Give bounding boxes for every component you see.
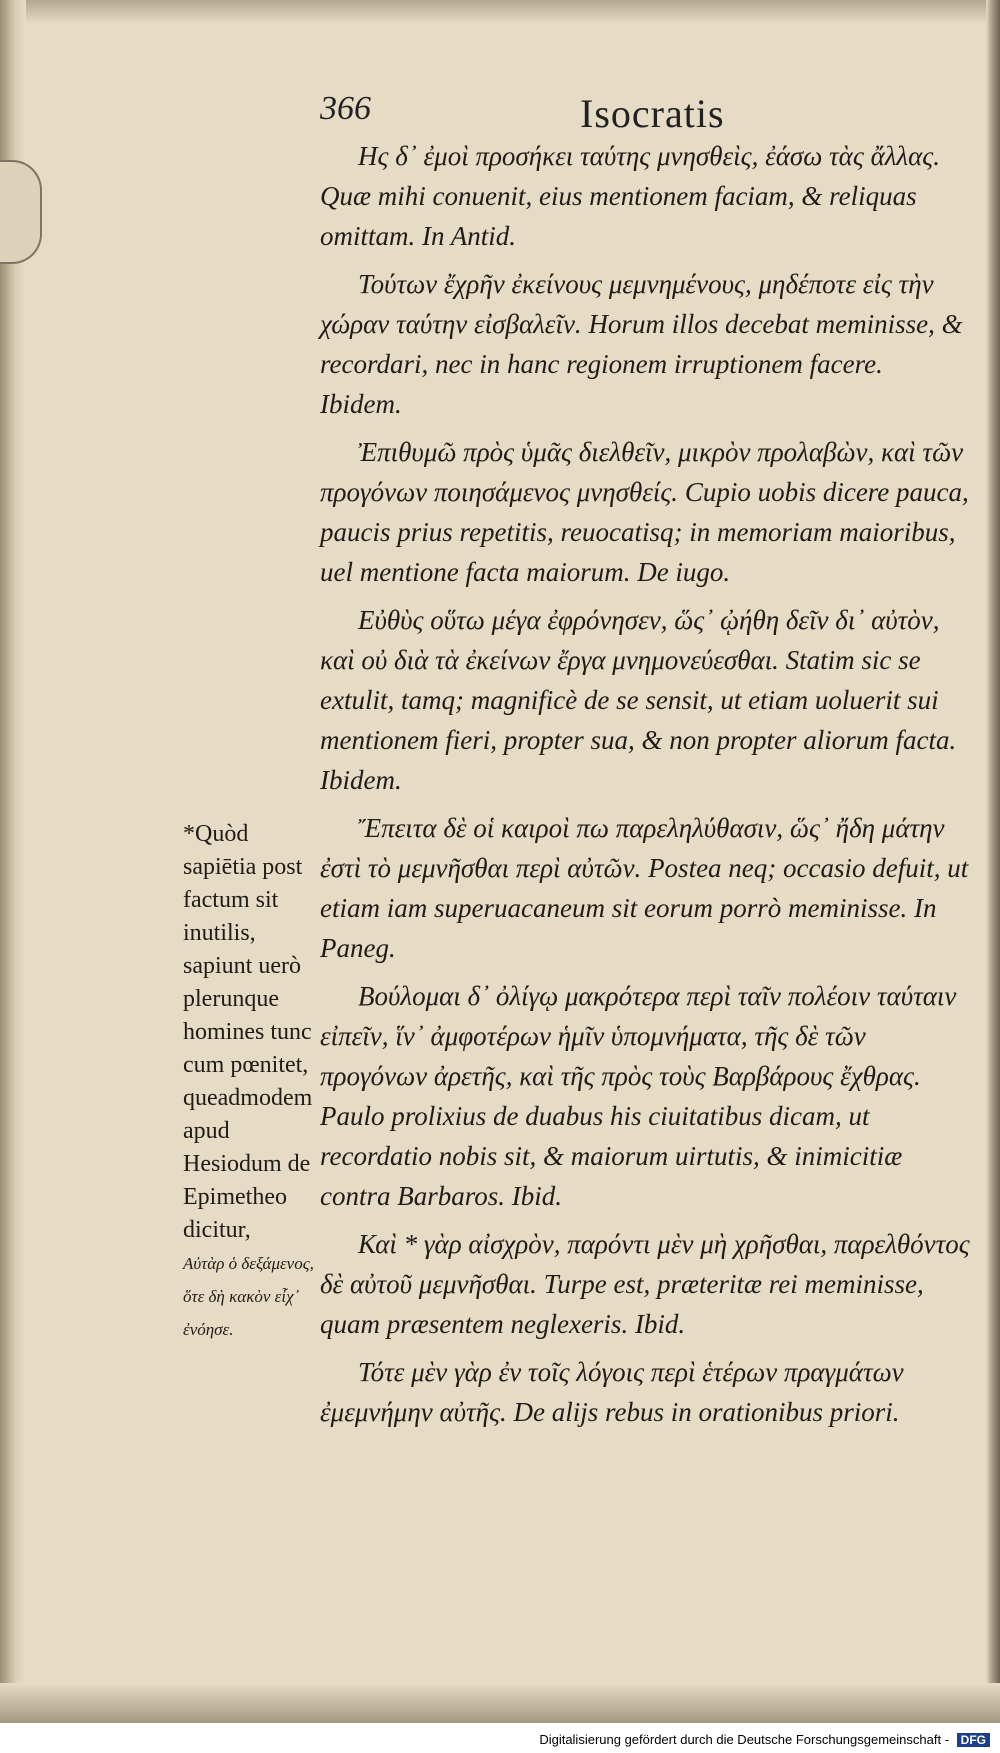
entry-latin: Quæ mihi conuenit, eius mentionem faciam, & reliquas omittam. In Antid. bbox=[320, 181, 917, 251]
entry-greek: Καὶ * γὰρ αἰσχρὸν, παρόντι μὲν μὴ χρῆσθαι, παρελθόντος δὲ αὐτοῦ μεμνῆσθαι. bbox=[320, 1229, 970, 1299]
entry-greek: Ἔπειτα δὲ οἱ καιροὶ πω παρεληλύθασιν, ὥς᾽ ἤδη μάτην ἐστὶ τὸ μεμνῆσθαι περὶ αὐτῶν. bbox=[320, 813, 945, 883]
margin-note-greek: Αὐτὰρ ὁ δεξάμενος, ὅτε δὴ κακὸν εἶχ᾽ ἐνόησε. bbox=[183, 1254, 314, 1339]
entry bbox=[320, 600, 970, 800]
page-number: 366 bbox=[320, 90, 371, 127]
margin-note-latin: *Quòd sapiētia post factum sit inutilis, sapiunt uerò plerunque homines tunc cum pœnitet, queadmodem apud Hesiodum de Epimetheo dicitur, bbox=[183, 821, 313, 1243]
entry bbox=[320, 432, 970, 592]
entry-latin: Horum illos decebat meminisse, & recordari, nec in hanc regionem irruptionem facere. Ibidem. bbox=[320, 309, 963, 419]
entry-latin: De alijs rebus in orationibus priori. bbox=[513, 1397, 900, 1427]
footer-credit-text: Digitalisierung gefördert durch die Deutsche Forschungsgemeinschaft - bbox=[539, 1732, 950, 1747]
entry-greek: Ἐπιθυμῶ πρὸς ὑμᾶς διελθεῖν, μικρὸν προλαβὼν, καὶ τῶν προγόνων ποιησάμενος μνησθείς. bbox=[320, 437, 964, 507]
page-bottom-edge bbox=[0, 1683, 1000, 1723]
page-top-edge bbox=[0, 0, 1000, 24]
entry-latin: Statim sic se extulit, tamq; magnificè de se sensit, ut etiam uoluerit sui mentionem fieri, propter sua, & non propter aliorum facta. Ibidem. bbox=[320, 645, 957, 795]
dfg-logo: DFG bbox=[957, 1733, 990, 1747]
entry-greek: Βούλομαι δ᾽ ὀλίγῳ μακρότερα περὶ ταῖν πολέοιν ταύταιν εἰπεῖν, ἵν᾽ ἀμφοτέρων ἡμῖν ὑπομνήματα, τῆς δὲ τῶν προγόνων ἀρετῆς, καὶ τῆς πρὸς τοὺς Βαρβάρους ἔχθρας. bbox=[320, 981, 957, 1091]
entry-greek: Τότε μὲν γὰρ ἐν τοῖς λόγοις περὶ ἑτέρων πραγμάτων ἐμεμνήμην αὐτῆς. bbox=[320, 1357, 904, 1427]
entry-latin: Paulo prolixius de duabus his ciuitatibus dicam, ut recordatio nobis sit, & maiorum uirtutis, & inimicitiæ contra Barbaros. Ibid. bbox=[320, 1101, 903, 1211]
page-header bbox=[320, 90, 960, 140]
entry bbox=[320, 136, 970, 256]
page-fore-edge bbox=[986, 0, 1000, 1753]
entry bbox=[320, 1224, 970, 1344]
footer-bar bbox=[0, 1723, 1000, 1753]
entry bbox=[320, 976, 970, 1216]
entry bbox=[320, 1352, 970, 1432]
running-head: Isocratis bbox=[580, 91, 725, 136]
entry-greek: Τούτων ἔχρῆν ἐκείνους μεμνημένους, μηδέποτε εἰς τὴν χώραν ταύτην εἰσβαλεῖν. bbox=[320, 269, 934, 339]
footer-credit bbox=[539, 1732, 990, 1747]
entry-greek: Εὐθὺς οὕτω μέγα ἐφρόνησεν, ὥς᾽ ᾠήθη δεῖν δι᾽ αὐτὸν, καὶ οὐ διὰ τὰ ἐκείνων ἔργα μνημονεύεσθαι. bbox=[320, 605, 940, 675]
entry bbox=[320, 264, 970, 424]
entry-latin: Turpe est, præteritæ rei meminisse, quam præsentem neglexeris. Ibid. bbox=[320, 1269, 924, 1339]
entry-latin: Postea neq; occasio defuit, ut etiam iam superuacaneum sit eorum porrò meminisse. In Paneg. bbox=[320, 853, 969, 963]
entry-greek: Ης δ᾽ ἐμοὶ προσήκει ταύτης μνησθεὶς, ἐάσω τὰς ἄλλας. bbox=[358, 141, 941, 171]
page-tab-marker bbox=[0, 160, 42, 264]
entry-latin: Cupio uobis dicere pauca, paucis prius repetitis, reuocatisq; in memoriam maioribus, uel mentione facta maiorum. De iugo. bbox=[320, 477, 969, 587]
margin-note bbox=[183, 818, 315, 1346]
entry bbox=[320, 808, 970, 968]
main-text bbox=[320, 136, 970, 1440]
